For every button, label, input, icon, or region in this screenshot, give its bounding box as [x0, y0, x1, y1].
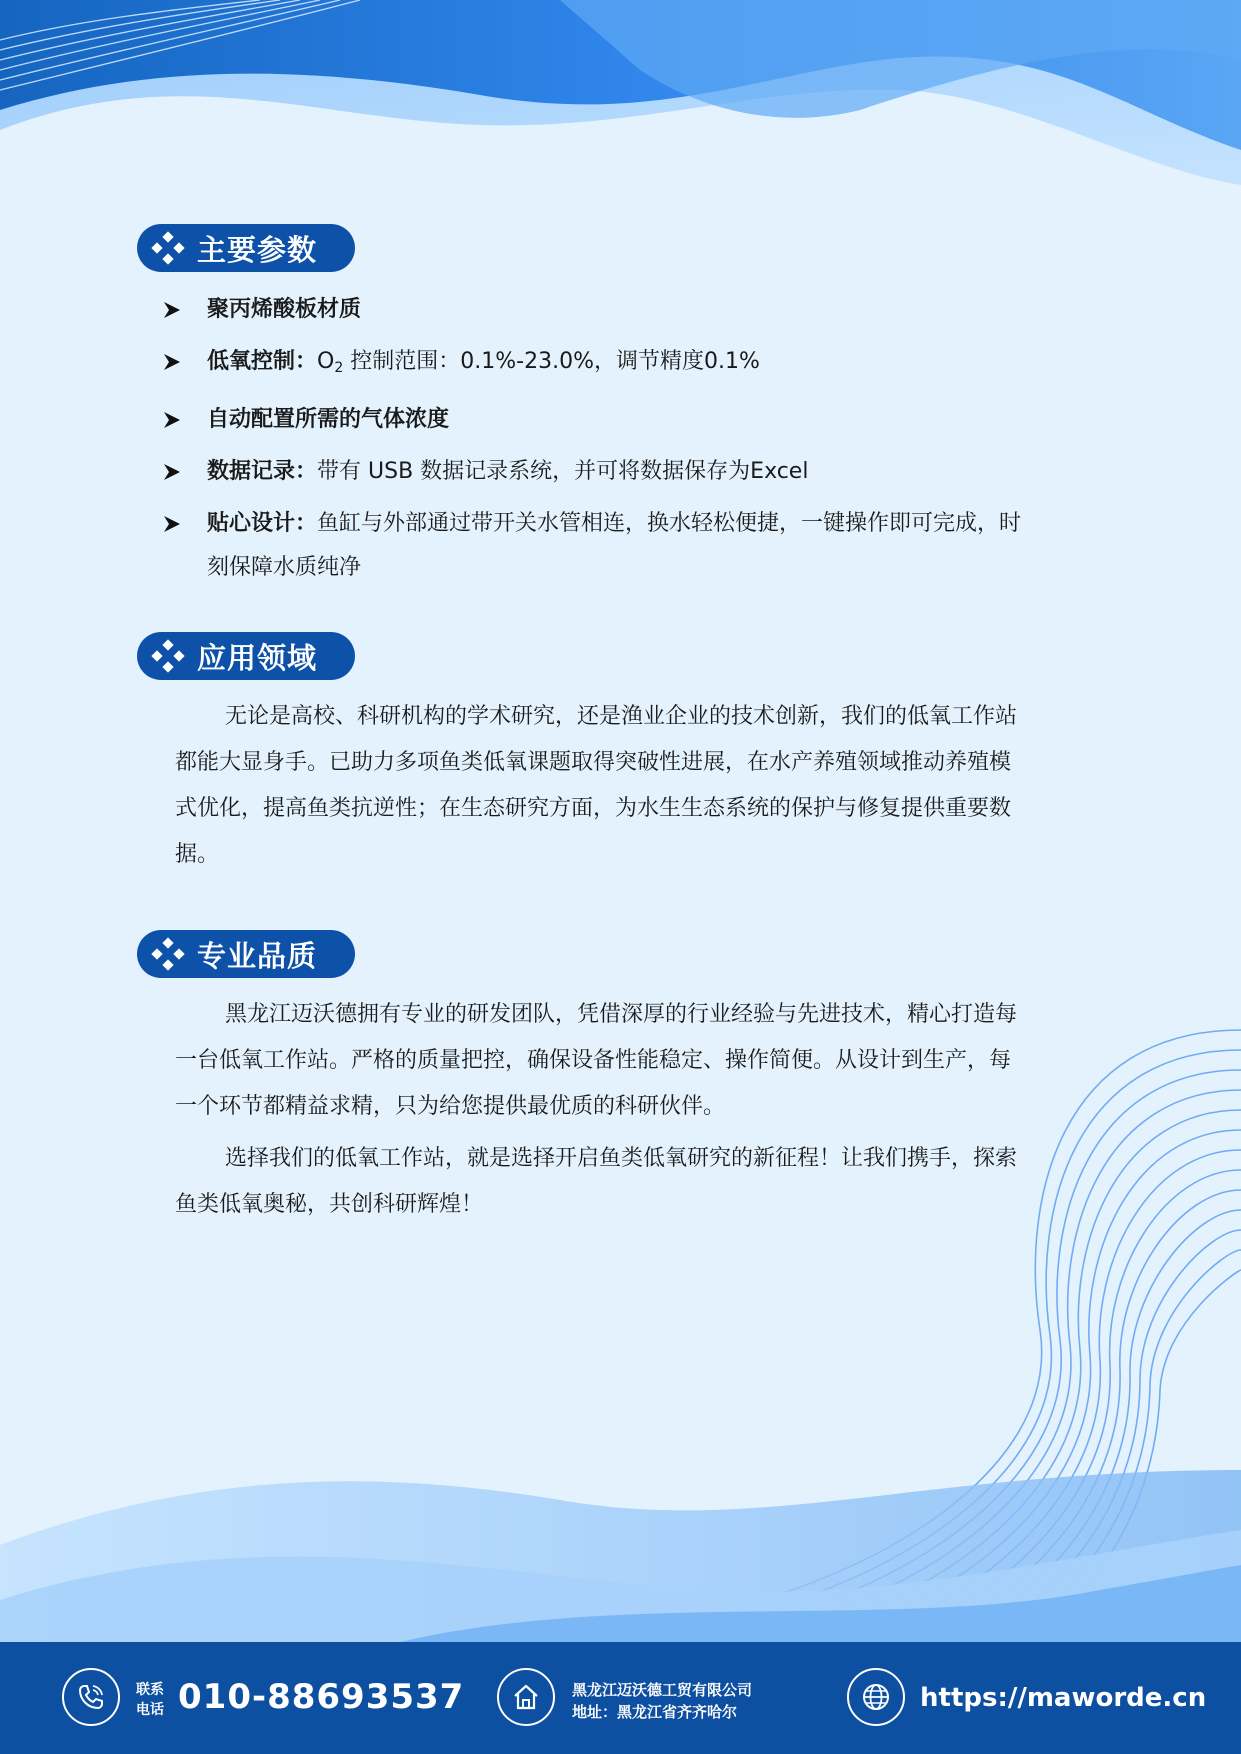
section-header-application [137, 632, 355, 680]
item-text: 控制范围：0.1%-23.0%，调节精度0.1% [343, 349, 760, 374]
section-header-quality [137, 930, 355, 978]
list-item [163, 502, 1043, 590]
arrowhead-icon [163, 411, 181, 429]
item-text: 带有 USB 数据记录系统，并可将数据保存为Excel [317, 459, 809, 484]
oxygen-symbol: O [317, 349, 335, 374]
arrowhead-icon [163, 301, 181, 319]
params-list [163, 288, 1043, 598]
quality-paragraph-1: 黑龙江迈沃德拥有专业的研发团队，凭借深厚的行业经验与先进技术，精心打造每一台低氧工作站。严格的质量把控，确保设备性能稳定、操作简便。从设计到生产，每一个环节都精益求精，只为给您提供最优质的科研伙伴。 [175, 1002, 1018, 1119]
phone-icon [62, 1668, 120, 1726]
diamond-cluster-icon [151, 639, 185, 673]
list-item [163, 340, 1043, 390]
item-strong: 聚丙烯酸板材质 [207, 297, 362, 322]
globe-icon [847, 1668, 905, 1726]
diamond-cluster-icon [151, 231, 185, 265]
phone-label-1: 联系 [136, 1682, 164, 1698]
list-item [163, 450, 1043, 494]
diamond-cluster-icon [151, 937, 185, 971]
item-strong: 贴心设计： [207, 511, 318, 536]
item-strong: 数据记录： [207, 459, 318, 484]
list-item [163, 288, 1043, 332]
section-title-application: 应用领域 [197, 640, 318, 675]
section-header-params [137, 224, 355, 272]
company-name: 黑龙江迈沃德工贸有限公司 [572, 1681, 753, 1699]
arrowhead-icon [163, 515, 181, 533]
oxygen-subscript: 2 [334, 360, 344, 376]
website-link[interactable]: https://maworde.cn [920, 1683, 1207, 1713]
application-paragraph: 无论是高校、科研机构的学术研究，还是渔业企业的技术创新，我们的低氧工作站都能大显身手。已助力多项鱼类低氧课题取得突破性进展，在水产养殖领域推动养殖模式优化，提高鱼类抗逆性；在生态研究方面，为水生生态系统的保护与修复提供重要数据。 [175, 704, 1018, 867]
item-strong: 低氧控制： [207, 349, 318, 374]
footer-bar [0, 1642, 1241, 1754]
home-icon [497, 1668, 555, 1726]
item-strong: 自动配置所需的气体浓度 [207, 407, 450, 432]
company-address: 地址：黑龙江省齐齐哈尔 [572, 1703, 738, 1721]
quality-paragraph-2: 选择我们的低氧工作站，就是选择开启鱼类低氧研究的新征程！让我们携手，探索鱼类低氧奥秘，共创科研辉煌！ [175, 1146, 1018, 1217]
arrowhead-icon [163, 353, 181, 371]
item-text: 鱼缸与外部通过带开关水管相连，换水轻松便捷，一键操作即可完成，时刻保障水质纯净 [207, 511, 1022, 580]
phone-label-2: 电话 [136, 1702, 164, 1718]
phone-number[interactable]: 010-88693537 [178, 1677, 465, 1717]
section-title-quality: 专业品质 [197, 938, 318, 973]
list-item [163, 398, 1043, 442]
arrowhead-icon [163, 463, 181, 481]
section-title-params: 主要参数 [197, 232, 318, 267]
